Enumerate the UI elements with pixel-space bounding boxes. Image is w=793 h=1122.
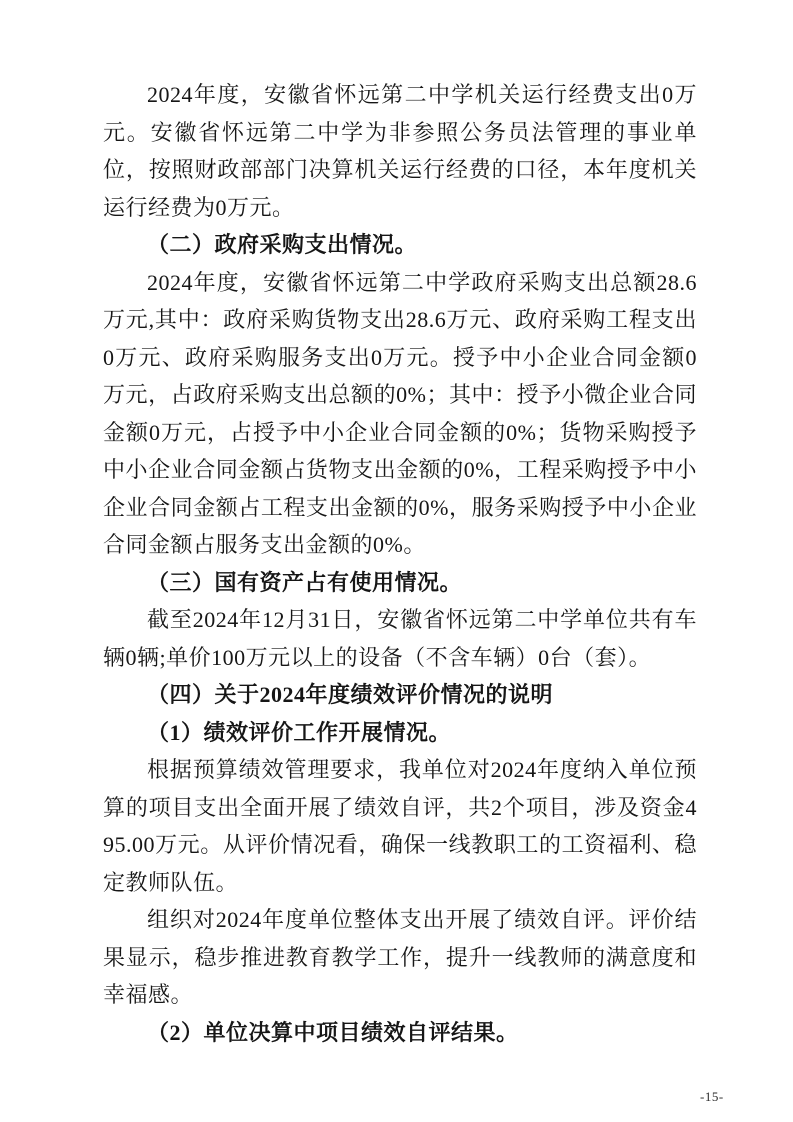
paragraph: 根据预算绩效管理要求，我单位对2024年度纳入单位预算的项目支出全面开展了绩效自评，共2个项目，涉及资金495.00万元。从评价情况看，确保一线教职工的工资福利、稳定教师队伍。	[103, 757, 697, 895]
page-number: -15-	[700, 1089, 724, 1104]
section-heading: （四）关于2024年度绩效评价情况的说明	[147, 682, 554, 707]
section-heading: （2）单位决算中项目绩效自评结果。	[147, 1019, 519, 1045]
paragraph: 截至2024年12月31日，安徽省怀远第二中学单位共有车辆0辆;单价100万元以上的设备（不含车辆）0台（套）。	[103, 607, 697, 670]
section-heading: （1）绩效评价工作开展情况。	[147, 719, 452, 745]
section-heading: （三）国有资产占有使用情况。	[147, 569, 463, 595]
section-heading: （二）政府采购支出情况。	[147, 232, 418, 257]
paragraph: 组织对2024年度单位整体支出开展了绩效自评。评价结果显示，稳步推进教育教学工作，提升一线教师的满意度和幸福感。	[103, 907, 697, 1007]
paragraph: 2024年度，安徽省怀远第二中学政府采购支出总额28.6万元,其中：政府采购货物支出28.6万元、政府采购工程支出0万元、政府采购服务支出0万元。授予中小企业合同金额0万元，占政府采购支出总额的0%；其中：授予小微企业合同金额0万元，占授予中小企业合同金额的0%；货物采购授予中小企业合同金额占货物支出金额的0%，工程采购授予中小企业合同金额占工程支出金额的0%，服务采购授予中小企业合同金额占服务支出金额的0%。	[103, 269, 697, 557]
document-content	[103, 76, 697, 1051]
paragraph: 2024年度，安徽省怀远第二中学机关运行经费支出0万元。安徽省怀远第二中学为非参照公务员法管理的事业单位，按照财政部部门决算机关运行经费的口径，本年度机关运行经费为0万元。	[103, 82, 697, 220]
